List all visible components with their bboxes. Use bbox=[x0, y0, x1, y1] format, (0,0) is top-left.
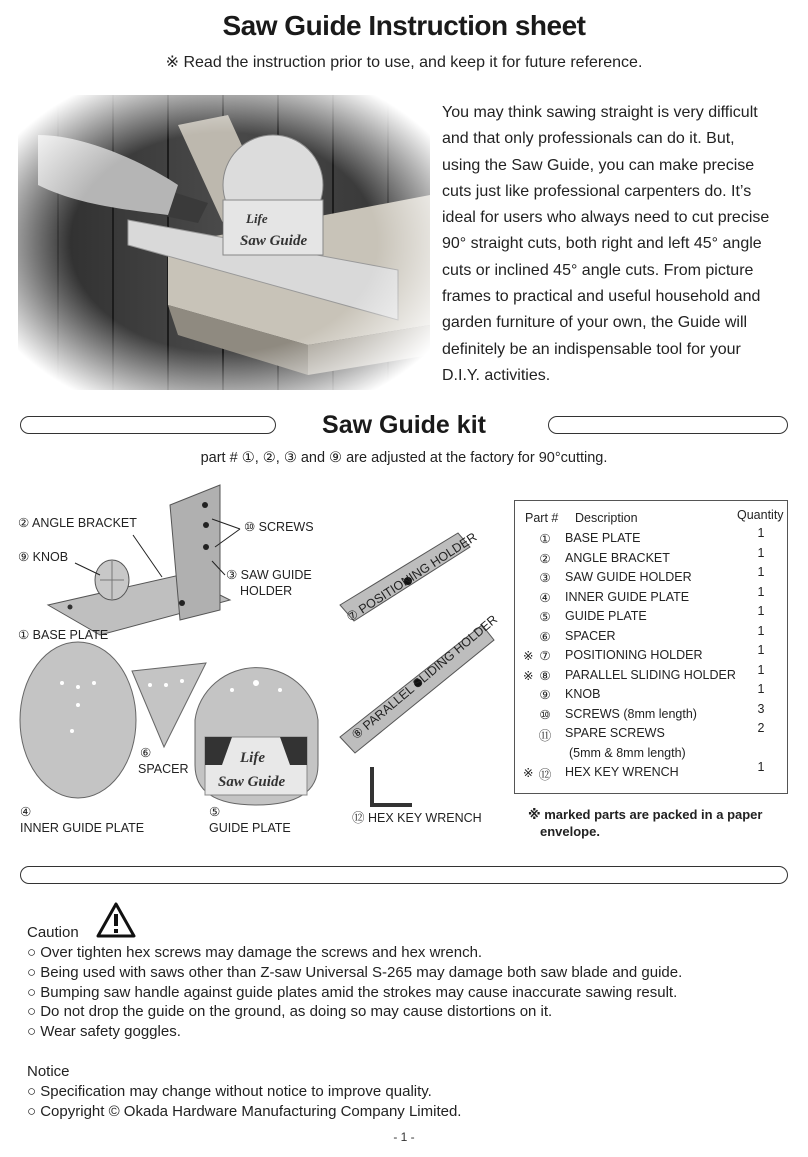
saw-guide-holder-label-2: HOLDER bbox=[240, 584, 293, 598]
table-row: ③ SAW GUIDE HOLDER 1 bbox=[539, 565, 765, 585]
inner-guide-plate-label: INNER GUIDE PLATE bbox=[20, 821, 145, 835]
guide-plate-logo: Life bbox=[240, 750, 265, 766]
list-item: ○ Wear safety goggles. bbox=[27, 1023, 181, 1041]
table-row: (5mm & 8mm length) bbox=[569, 745, 686, 760]
inner-guide-plate-number: ④ bbox=[20, 805, 32, 819]
table-header: Part # Description Quantity bbox=[525, 508, 784, 525]
guide-plate-label: GUIDE PLATE bbox=[209, 821, 291, 835]
parts-table bbox=[514, 500, 788, 794]
notice-heading: Notice bbox=[27, 1063, 70, 1080]
product-photo bbox=[18, 95, 430, 390]
list-item: ○ Over tighten hex screws may damage the screws and hex wrench. bbox=[27, 944, 483, 961]
table-row: ⑤ GUIDE PLATE 1 bbox=[539, 604, 765, 624]
knob-label: ⑨ KNOB bbox=[18, 550, 69, 564]
table-row: ※ ⑧ PARALLEL SLIDING HOLDER 1 bbox=[523, 662, 765, 683]
packing-note: ※ marked parts are packed in a paper envelope. bbox=[528, 807, 763, 839]
table-row: ① BASE PLATE 1 bbox=[539, 526, 765, 546]
divider-bottom bbox=[20, 866, 788, 884]
table-row: ⑪ SPARE SCREWS 2 bbox=[538, 721, 765, 743]
hex-key-wrench-label: ⑫ HEX KEY WRENCH bbox=[352, 811, 482, 825]
caution-list bbox=[27, 943, 797, 1042]
table-row: ⑨ KNOB 1 bbox=[539, 682, 765, 702]
guide-plate-brand: Saw Guide bbox=[218, 774, 286, 790]
list-item: ○ Copyright © Okada Hardware Manufacturing Company Limited. bbox=[27, 1102, 462, 1120]
parallel-sliding-holder-label: ⑧ PARALLEL SLIDING HOLDER bbox=[348, 612, 501, 743]
kit-subtitle: part # ①, ②, ③ and ⑨ are adjusted at the factory for 90°cutting. bbox=[200, 450, 608, 466]
caution-heading: Caution bbox=[27, 924, 79, 941]
warning-triangle-icon bbox=[96, 902, 136, 938]
screws-label: ⑩ SCREWS bbox=[244, 520, 314, 534]
intro-paragraph: You may think sawing straight is very difficult and that only professionals can do it. But, using the Saw Guide, you can make precise cuts just like professional carpenters do. It’s ideal for users who always need to cut precise 90° straight cuts, both right and left 45° angle cuts or inclined 45° angle cuts. From picture frames to practical and useful household and garden furniture of your own, the Guide will definitely be an indispensable tool for your D.I.Y. activities. bbox=[442, 104, 770, 384]
table-row: ※ ⑦ POSITIONING HOLDER 1 bbox=[523, 643, 765, 663]
spacer-number: ⑥ bbox=[140, 746, 152, 760]
list-item: ○ Being used with saws other than Z-saw Universal S-265 may damage both saw blade and guide. bbox=[27, 963, 683, 981]
table-row: ⑥ SPACER 1 bbox=[539, 623, 765, 644]
notice-list bbox=[27, 1082, 797, 1122]
table-row: ⑩ SCREWS (8mm length) 3 bbox=[539, 701, 765, 722]
list-item: ○ Bumping saw handle against guide plates amid the strokes may cause inaccurate sawing result. bbox=[27, 983, 678, 1001]
hex-key-drawing bbox=[372, 767, 412, 805]
table-row: ※ ⑫ HEX KEY WRENCH 1 bbox=[523, 760, 765, 782]
positioning-holder-label: ⑦ POSITIONING HOLDER bbox=[344, 529, 480, 625]
table-row: ② ANGLE BRACKET 1 bbox=[539, 545, 765, 566]
saw-guide-holder-label-1: ③ SAW GUIDE bbox=[226, 568, 312, 582]
table-row: ④ INNER GUIDE PLATE 1 bbox=[539, 584, 765, 605]
page-subtitle: ※ Read the instruction prior to use, and keep it for future reference. bbox=[165, 54, 643, 71]
kit-title: Saw Guide kit bbox=[322, 411, 486, 439]
list-item: ○ Specification may change without notice to improve quality. bbox=[27, 1083, 432, 1100]
page-title: Saw Guide Instruction sheet bbox=[222, 10, 586, 41]
page-number: - 1 - bbox=[393, 1130, 415, 1144]
guide-plate-number: ⑤ bbox=[209, 805, 221, 819]
inner-guide-plate-drawing bbox=[20, 642, 136, 798]
angle-bracket-label: ② ANGLE BRACKET bbox=[18, 516, 137, 530]
base-plate-label: ① BASE PLATE bbox=[18, 628, 109, 642]
list-item: ○ Do not drop the guide on the ground, as doing so may cause distortions on it. bbox=[27, 1003, 553, 1021]
spacer-label: SPACER bbox=[138, 762, 189, 776]
